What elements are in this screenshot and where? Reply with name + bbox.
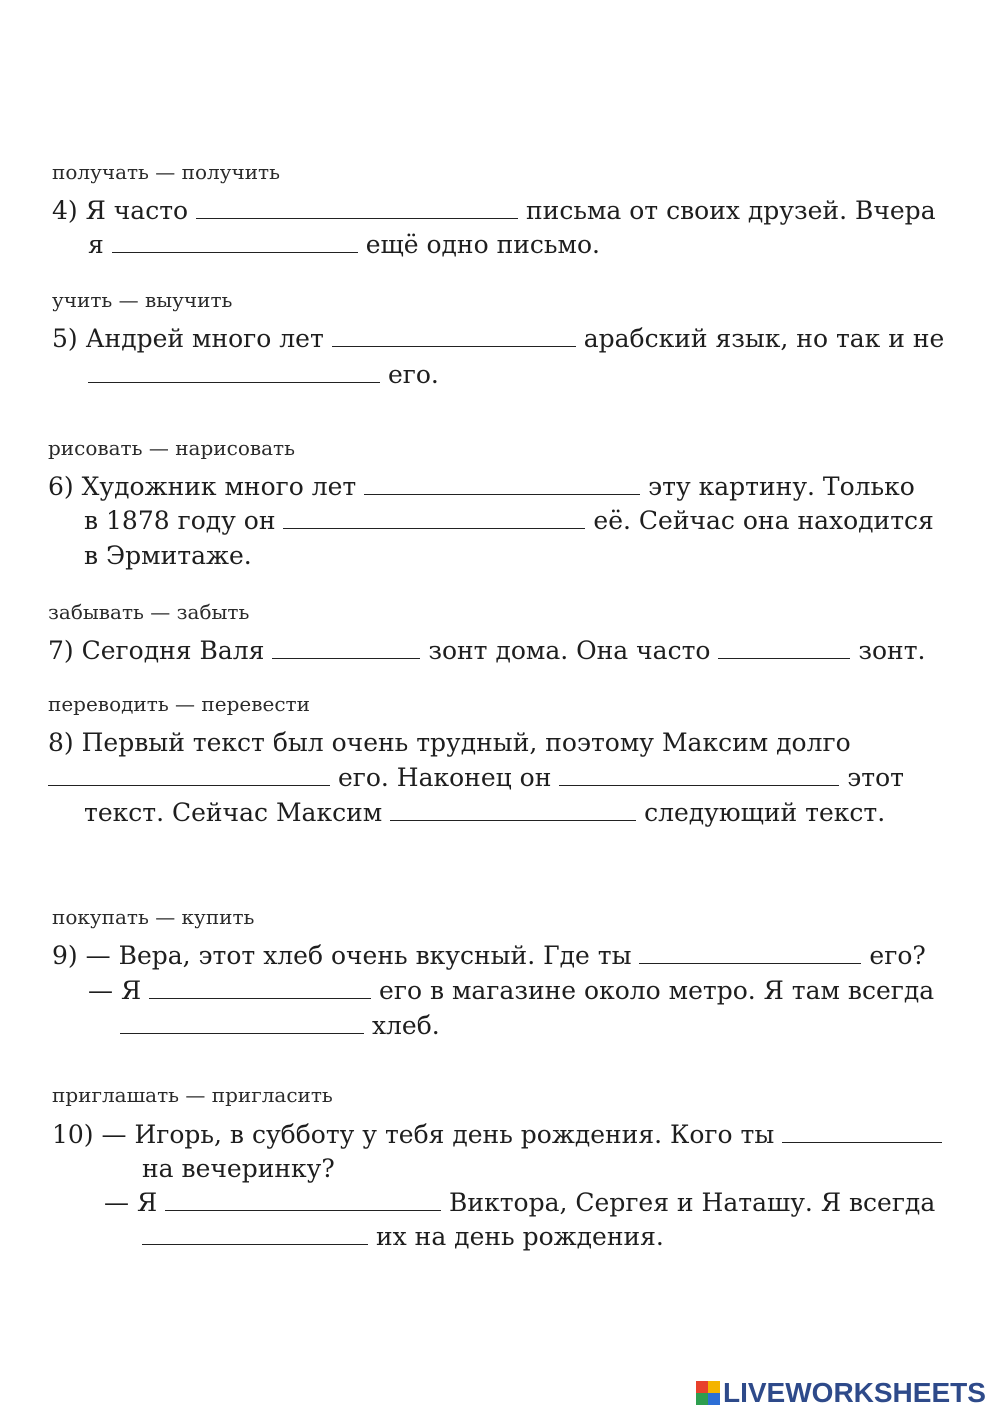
sentence-4-line-2: я ещё одно письмо. [88, 230, 600, 259]
verb-pair-5: учить — выучить [52, 288, 233, 312]
answer-blank[interactable] [639, 943, 861, 964]
sentence-7-line-1: 7) Сегодня Валя зонт дома. Она часто зонт. [48, 636, 926, 665]
item-number: 10) [52, 1120, 94, 1149]
sentence-6-line-3: в Эрмитаже. [84, 541, 252, 570]
logo-square-yellow-icon [708, 1381, 720, 1393]
answer-blank[interactable] [332, 326, 576, 347]
sentence-4-line-1: 4) Я часто письма от своих друзей. Вчера [52, 196, 936, 225]
logo-square-green-icon [696, 1393, 708, 1405]
sentence-5-line-2: его. [88, 360, 439, 390]
liveworksheets-logo[interactable] [696, 1376, 986, 1410]
sentence-10-line-4: их на день рождения. [142, 1222, 664, 1252]
answer-blank[interactable] [142, 1224, 368, 1245]
answer-blank[interactable] [272, 638, 420, 659]
sentence-10-line-1: 10) — Игорь, в субботу у тебя день рождения. Кого ты [52, 1120, 942, 1150]
item-number: 8) [48, 728, 74, 757]
sentence-6-line-1: 6) Художник много лет эту картину. Только [48, 472, 915, 501]
item-number: 7) [48, 636, 74, 665]
answer-blank[interactable] [283, 508, 585, 529]
answer-blank[interactable] [88, 362, 380, 383]
sentence-9-line-1: 9) — Вера, этот хлеб очень вкусный. Где ты его? [52, 941, 926, 970]
answer-blank[interactable] [718, 638, 850, 659]
sentence-8-line-3: текст. Сейчас Максим следующий текст. [84, 798, 886, 827]
item-number: 5) [52, 324, 78, 353]
item-number: 6) [48, 472, 74, 501]
brand-name: LIVEWORKSHEETS [723, 1377, 986, 1408]
answer-blank[interactable] [390, 800, 636, 821]
liveworksheets-logo-icon [696, 1381, 720, 1405]
item-number: 4) [52, 196, 78, 225]
answer-blank[interactable] [120, 1013, 364, 1034]
answer-blank[interactable] [165, 1190, 441, 1211]
answer-blank[interactable] [559, 765, 839, 786]
answer-blank[interactable] [149, 978, 371, 999]
logo-square-blue-icon [708, 1393, 720, 1405]
answer-blank[interactable] [112, 232, 358, 253]
sentence-10-line-3: — Я Виктора, Сергея и Наташу. Я всегда [104, 1188, 936, 1217]
verb-pair-7: забывать — забыть [48, 600, 250, 624]
verb-pair-10: приглашать — пригласить [52, 1083, 333, 1107]
sentence-8-line-1: 8) Первый текст был очень трудный, поэтому Максим долго [48, 728, 851, 757]
sentence-6-line-2: в 1878 году он её. Сейчас она находится [84, 506, 934, 535]
sentence-5-line-1: 5) Андрей много лет арабский язык, но так и не [52, 324, 945, 353]
answer-blank[interactable] [196, 198, 518, 219]
sentence-10-line-2: на вечеринку? [142, 1154, 335, 1183]
sentence-8-line-2: его. Наконец он этот [48, 763, 904, 793]
verb-pair-6: рисовать — нарисовать [48, 436, 295, 460]
sentence-9-line-2: — Я его в магазине около метро. Я там всегда [88, 976, 935, 1005]
item-number: 9) [52, 941, 78, 970]
verb-pair-8: переводить — перевести [48, 692, 310, 716]
verb-pair-4: получать — получить [52, 160, 281, 184]
sentence-9-line-3: хлеб. [120, 1011, 440, 1041]
verb-pair-9: покупать — купить [52, 905, 255, 929]
answer-blank[interactable] [364, 474, 640, 495]
answer-blank[interactable] [782, 1122, 942, 1143]
logo-square-red-icon [696, 1381, 708, 1393]
answer-blank[interactable] [48, 765, 330, 786]
